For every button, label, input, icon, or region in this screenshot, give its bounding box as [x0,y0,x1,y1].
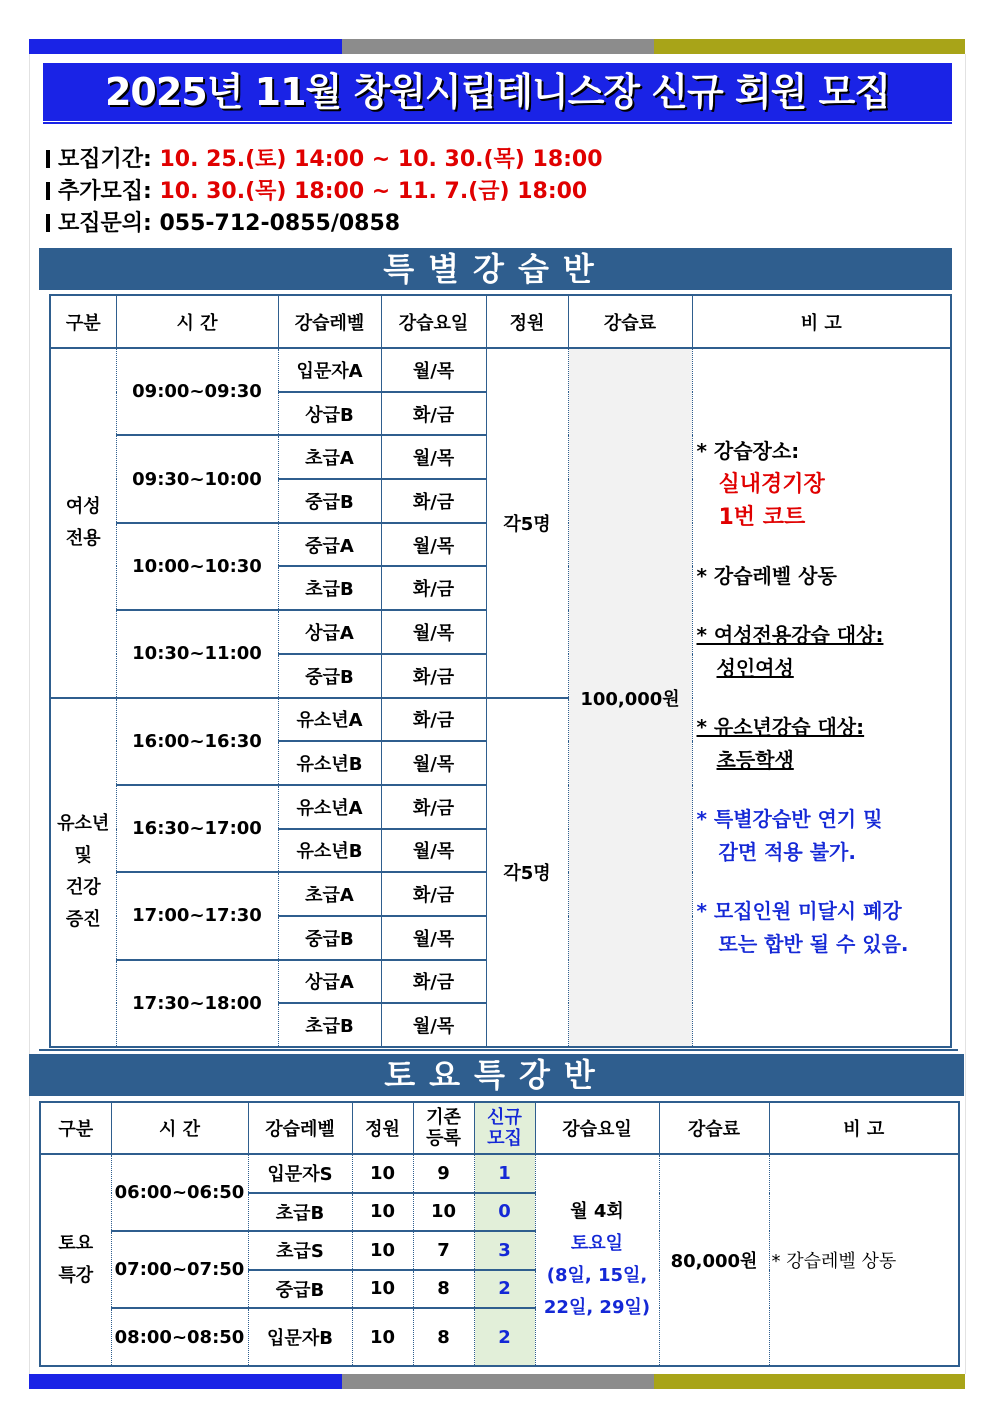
day-cell: 화/금 [381,698,486,742]
bullet-marker [46,182,50,200]
info-value: 10. 25.(토) 14:00 ~ 10. 30.(목) 18:00 [159,147,603,172]
note-line: * 특별강습반 연기 및 [696,806,883,831]
col-header: 구분 [50,295,116,348]
level-cell: 중급B [278,654,381,698]
title-underline [43,122,952,124]
time-cell: 17:00~17:30 [116,872,278,959]
day-cell: 월/목 [381,1003,486,1047]
level-cell: 상급A [278,960,381,1004]
note-cell: * 강습레벨 상동 [769,1154,959,1366]
bottom-bar-blue [29,1374,342,1389]
table-header-row [40,1102,959,1154]
new-cell: 2 [474,1270,535,1309]
existing-cell: 8 [413,1308,474,1366]
time-cell: 09:00~09:30 [116,348,278,435]
new-cell: 1 [474,1154,535,1193]
day-cell [535,1154,659,1366]
table-row [50,348,951,392]
time-cell: 10:30~11:00 [116,610,278,697]
new-cell: 2 [474,1308,535,1366]
note-line: 감면 적용 불가. [718,839,856,864]
note-no-defer [697,803,951,869]
day-cell: 월/목 [381,741,486,785]
fee-cell: 80,000원 [659,1154,769,1366]
category-line: 건강 [65,877,101,899]
day-cell: 월/목 [381,610,486,654]
level-cell: 입문자S [248,1154,352,1193]
level-cell: 입문자A [278,348,381,392]
existing-cell: 7 [413,1231,474,1270]
bottom-bar-grey [342,1374,654,1389]
new-cell: 0 [474,1193,535,1232]
capacity-cell: 10 [352,1193,413,1232]
note-line: 초등학생 [716,747,794,772]
capacity-cell: 각5명 [486,348,568,698]
category-line: 증진 [65,909,101,931]
time-cell: 16:30~17:00 [116,785,278,872]
note-line: * 강습레벨 상동 [696,563,837,588]
col-header: 강습료 [659,1102,769,1154]
table-header-row [50,295,951,348]
capacity-cell: 10 [352,1154,413,1193]
col-header: 정원 [486,295,568,348]
day-cell: 월/목 [381,829,486,873]
note-line: * 여성전용강습 대상: [696,622,884,647]
notes-cell [692,348,951,1047]
saturday-class-body [40,1102,959,1366]
info-additional [46,177,587,207]
level-cell: 입문자B [248,1308,352,1366]
info-label: 추가모집: [58,179,152,204]
level-cell: 초급S [248,1231,352,1270]
time-cell: 09:30~10:00 [116,435,278,522]
col-header: 비 고 [692,295,951,348]
capacity-cell: 10 [352,1308,413,1366]
col-header: 강습료 [568,295,692,348]
note-level [697,560,951,593]
time-cell: 06:00~06:50 [111,1154,248,1231]
day-cell: 화/금 [381,872,486,916]
note-women [697,619,951,685]
day-cell: 월/목 [381,348,486,392]
col-header-line: 모집 [487,1128,522,1149]
level-cell: 초급A [278,872,381,916]
info-label: 모집문의: [58,211,152,236]
day-line: 월 4회 [570,1201,624,1222]
fee-cell: 100,000원 [568,348,692,1047]
col-header: 강습요일 [535,1102,659,1154]
note-line: * 강습장소: [696,438,800,463]
level-cell: 중급B [278,479,381,523]
info-value: 055-712-0855/0858 [159,211,401,236]
day-line: 토요일 [570,1233,624,1254]
bullet-marker [46,150,50,168]
day-cell: 월/목 [381,523,486,567]
level-cell: 초급A [278,435,381,479]
level-cell: 유소년A [278,785,381,829]
level-cell: 상급A [278,610,381,654]
day-line: (8일, 15일, [546,1265,648,1286]
note-line: * 유소년강습 대상: [696,714,865,739]
note-cancel [697,895,951,961]
col-header-line: 등록 [426,1128,461,1149]
level-cell: 중급B [248,1270,352,1309]
day-cell: 월/목 [381,435,486,479]
category-cell [50,348,116,698]
new-cell: 3 [474,1231,535,1270]
category-line: 전용 [65,527,101,549]
time-cell: 08:00~08:50 [111,1308,248,1366]
col-header-line: 기존 [426,1107,461,1128]
capacity-cell: 10 [352,1270,413,1309]
level-cell: 초급B [278,1003,381,1047]
note-youth [697,711,951,777]
time-cell: 07:00~07:50 [111,1231,248,1308]
level-cell: 초급B [278,566,381,610]
time-cell: 17:30~18:00 [116,960,278,1047]
col-header: 강습요일 [381,295,486,348]
note-line: 1번 코트 [718,504,806,530]
day-cell: 화/금 [381,566,486,610]
table-row [40,1154,959,1193]
info-value: 10. 30.(목) 18:00 ~ 11. 7.(금) 18:00 [159,179,588,204]
note-line: 또는 합반 될 수 있음. [718,931,909,956]
day-line: 22일, 29일) [543,1297,651,1318]
category-line: 토요 [58,1233,94,1254]
special-class-header: 특별강습반 [39,248,952,290]
note-line: 실내경기장 [718,471,825,497]
saturday-class-table [39,1101,960,1367]
top-bar-blue [29,39,342,54]
col-header-line: 신규 [487,1107,522,1128]
special-class-table [49,294,952,1048]
special-class-body [50,295,951,1047]
existing-cell: 10 [413,1193,474,1232]
day-cell: 화/금 [381,392,486,436]
time-cell: 10:00~10:30 [116,523,278,610]
level-cell: 유소년B [278,741,381,785]
top-bar-olive [654,39,965,54]
col-header: 구분 [40,1102,111,1154]
time-cell: 16:00~16:30 [116,698,278,785]
col-header: 강습레벨 [278,295,381,348]
category-cell [40,1154,111,1366]
day-cell: 화/금 [381,960,486,1004]
info-contact [46,209,400,239]
level-cell: 중급A [278,523,381,567]
day-cell: 화/금 [381,479,486,523]
bottom-bar-olive [654,1374,965,1389]
bullet-marker [46,214,50,232]
day-cell: 화/금 [381,785,486,829]
category-cell [50,698,116,1048]
note-place [697,435,951,534]
note-line: * 모집인원 미달시 폐강 [696,898,902,923]
existing-cell: 8 [413,1270,474,1309]
saturday-class-header: 토요특강반 [29,1054,964,1096]
category-line: 여성 [65,495,101,517]
col-header [474,1102,535,1154]
note-line: 성인여성 [716,655,794,680]
page-title: 2025년 11월 창원시립테니스장 신규 회원 모집 [43,63,952,121]
col-header: 시 간 [116,295,278,348]
col-header: 비 고 [769,1102,959,1154]
col-header: 강습레벨 [248,1102,352,1154]
top-bar-grey [342,39,654,54]
level-cell: 상급B [278,392,381,436]
level-cell: 초급B [248,1193,352,1232]
category-line: 특강 [58,1265,94,1286]
level-cell: 유소년B [278,829,381,873]
col-header: 시 간 [111,1102,248,1154]
day-cell: 월/목 [381,916,486,960]
level-cell: 유소년A [278,698,381,742]
category-line: 유소년 [57,813,110,835]
capacity-cell: 10 [352,1231,413,1270]
category-line: 및 [74,845,92,867]
capacity-cell: 각5명 [486,698,568,1048]
existing-cell: 9 [413,1154,474,1193]
day-cell: 화/금 [381,654,486,698]
col-header [413,1102,474,1154]
info-period [46,145,603,175]
level-cell: 중급B [278,916,381,960]
col-header: 정원 [352,1102,413,1154]
info-label: 모집기간: [58,147,152,172]
